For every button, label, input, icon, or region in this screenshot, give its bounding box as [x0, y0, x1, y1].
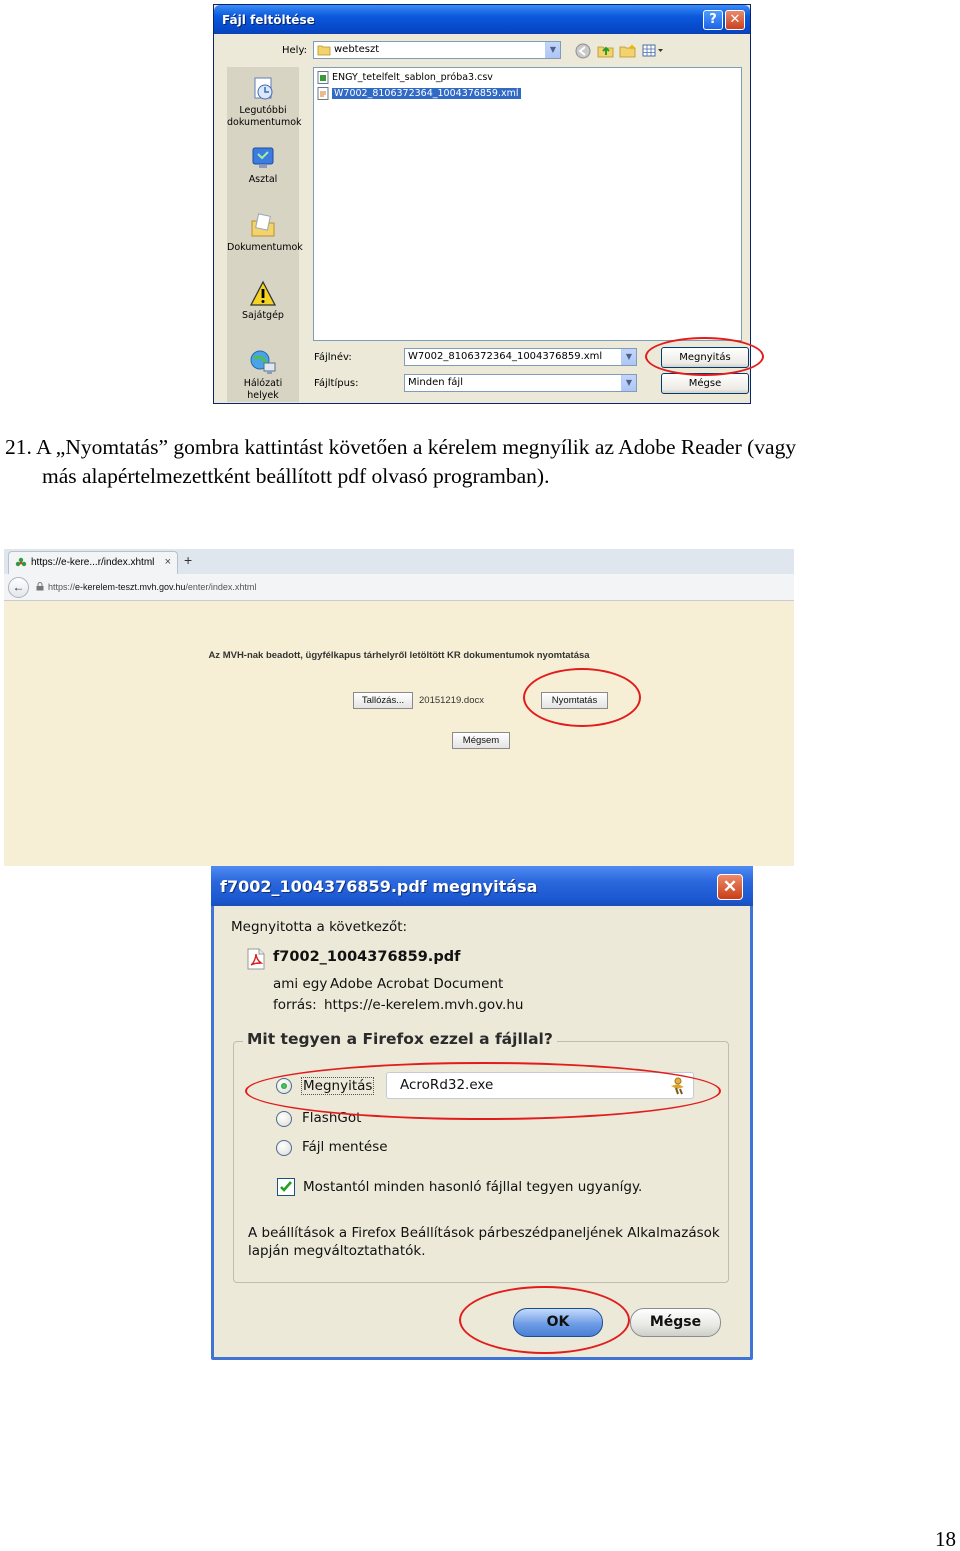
place-label: Asztal: [248, 174, 278, 185]
caption-line-2: más alapértelmezettként beállított pdf olvasó programban).: [42, 464, 550, 488]
remember-checkbox[interactable]: [277, 1178, 295, 1196]
place-documents[interactable]: [227, 212, 303, 254]
cancel-button[interactable]: Mégse: [630, 1308, 721, 1337]
location-combo[interactable]: [313, 41, 561, 59]
type-value: Adobe Acrobat Document: [330, 976, 504, 992]
url-domain: e-kerelem-teszt.mvh.gov.hu: [75, 582, 186, 592]
option-save-label[interactable]: Fájl mentése: [302, 1139, 388, 1155]
csv-file-icon: [317, 71, 329, 84]
dialog-titlebar: [214, 5, 750, 34]
highlight-open-button: [645, 337, 764, 376]
checkmark-icon: [278, 1179, 294, 1195]
dialog-title: f7002_1004376859.pdf megnyitása: [220, 877, 538, 896]
place-recent[interactable]: [227, 75, 302, 129]
place-network[interactable]: [227, 348, 299, 402]
file-list[interactable]: [313, 67, 742, 341]
recent-documents-icon: [249, 75, 277, 103]
xml-file-icon: [317, 87, 329, 100]
option-open-label[interactable]: Megnyitás: [303, 1078, 373, 1094]
place-label: Legutóbbi: [239, 105, 287, 116]
filetype-value: Minden fájl: [408, 377, 463, 388]
radio-flashgot[interactable]: [276, 1111, 292, 1127]
place-desktop[interactable]: [227, 144, 299, 186]
group-title: Mit tegyen a Firefox ezzel a fájllal?: [243, 1030, 557, 1048]
help-button[interactable]: ?: [703, 10, 723, 30]
file-item[interactable]: [316, 70, 493, 85]
ok-button[interactable]: OK: [513, 1308, 603, 1337]
url-bar[interactable]: [36, 579, 256, 596]
page-number: 18: [935, 1527, 956, 1551]
new-tab-icon[interactable]: +: [184, 552, 193, 568]
cancel-button[interactable]: Mégse: [661, 373, 749, 394]
chevron-down-icon[interactable]: ▼: [621, 349, 636, 365]
place-label: Dokumentumok: [227, 242, 303, 253]
folder-icon: [317, 44, 331, 56]
desktop-icon: [249, 144, 277, 172]
filetype-label: Fájltípus:: [314, 378, 359, 389]
new-folder-icon[interactable]: [619, 42, 637, 59]
note-line-1: A beállítások a Firefox Beállítások párbeszédpaneljének Alkalmazások: [248, 1225, 720, 1241]
place-label: dokumentumok: [227, 117, 302, 128]
location-value: webteszt: [334, 44, 380, 55]
file-name: f7002_1004376859.pdf: [273, 949, 461, 965]
option-flashgot-label[interactable]: FlashGot: [302, 1110, 362, 1126]
dialog-title: Fájl feltöltése: [222, 13, 315, 27]
intro-text: Megnyitotta a következőt:: [231, 919, 408, 935]
dialog-body: [214, 906, 750, 1357]
up-folder-icon[interactable]: [597, 42, 615, 59]
chevron-down-icon[interactable]: ▼: [621, 375, 636, 391]
filetype-select[interactable]: [404, 374, 637, 392]
url-prefix: https://: [48, 582, 76, 592]
place-label: Sajátgép: [242, 310, 284, 321]
file-item-selected[interactable]: [316, 86, 521, 101]
dialog-titlebar: [211, 866, 753, 906]
browser-tab[interactable]: [8, 551, 178, 574]
type-label: ami egy: [273, 976, 328, 992]
source-value: https://e-kerelem.mvh.gov.hu: [324, 997, 524, 1013]
highlight-print-button: [523, 668, 641, 727]
browser-window: [4, 549, 794, 866]
close-button[interactable]: ✕: [717, 874, 743, 900]
open-button[interactable]: Megnyitás: [661, 347, 749, 368]
pdf-file-icon: [247, 948, 265, 970]
file-name: W7002_8106372364_1004376859.xml: [334, 88, 519, 99]
cancel-button[interactable]: Mégsem: [452, 732, 510, 749]
source-label: forrás:: [273, 997, 317, 1013]
my-documents-icon: [249, 212, 277, 240]
highlight-ok-button: [459, 1286, 630, 1354]
favicon-icon: [15, 557, 27, 569]
lock-icon: [36, 582, 44, 591]
print-button[interactable]: Nyomtatás: [541, 692, 608, 709]
network-places-icon: [249, 348, 277, 376]
highlight-open-option: [245, 1062, 721, 1120]
radio-save[interactable]: [276, 1140, 292, 1156]
url-path: /enter/index.xhtml: [185, 582, 257, 592]
selected-file-name: 20151219.docx: [419, 695, 484, 706]
page-heading: Az MVH-nak beadott, ügyfélkapus tárhelyről letöltött KR dokumentumok nyomtatása: [208, 650, 590, 661]
file-name: ENGY_tetelfelt_sablon_próba3.csv: [332, 72, 493, 83]
close-button[interactable]: ✕: [725, 10, 745, 30]
nav-bar: [4, 574, 794, 601]
remember-label[interactable]: Mostantól minden hasonló fájllal tegyen ugyanígy.: [303, 1179, 643, 1195]
caption: [5, 433, 960, 491]
places-bar: [227, 67, 303, 402]
open-with-app: AcroRd32.exe: [400, 1077, 494, 1093]
chevron-down-icon[interactable]: ▼: [545, 42, 560, 58]
view-menu-icon[interactable]: [642, 43, 664, 58]
note-line-2: lapján megváltoztathatók.: [248, 1243, 426, 1259]
close-tab-icon[interactable]: ×: [164, 556, 171, 568]
place-mycomputer[interactable]: [227, 280, 299, 322]
filename-input[interactable]: [404, 348, 637, 366]
browse-button[interactable]: Tallózás...: [353, 692, 413, 709]
back-icon[interactable]: [575, 43, 591, 59]
warning-icon: [249, 280, 277, 308]
location-label: Hely:: [282, 45, 308, 56]
back-button[interactable]: ←: [8, 577, 29, 598]
filename-value: W7002_8106372364_1004376859.xml: [408, 351, 603, 362]
tab-title: https://e-kere...r/index.xhtml: [31, 557, 155, 568]
filename-label: Fájlnév:: [314, 352, 352, 363]
tab-strip: [4, 549, 794, 574]
place-label: Hálózati helyek: [243, 378, 283, 401]
caption-line-1: 21. A „Nyomtatás” gombra kattintást követően a kérelem megnyílik az Adobe Reader (vagy: [5, 435, 797, 459]
